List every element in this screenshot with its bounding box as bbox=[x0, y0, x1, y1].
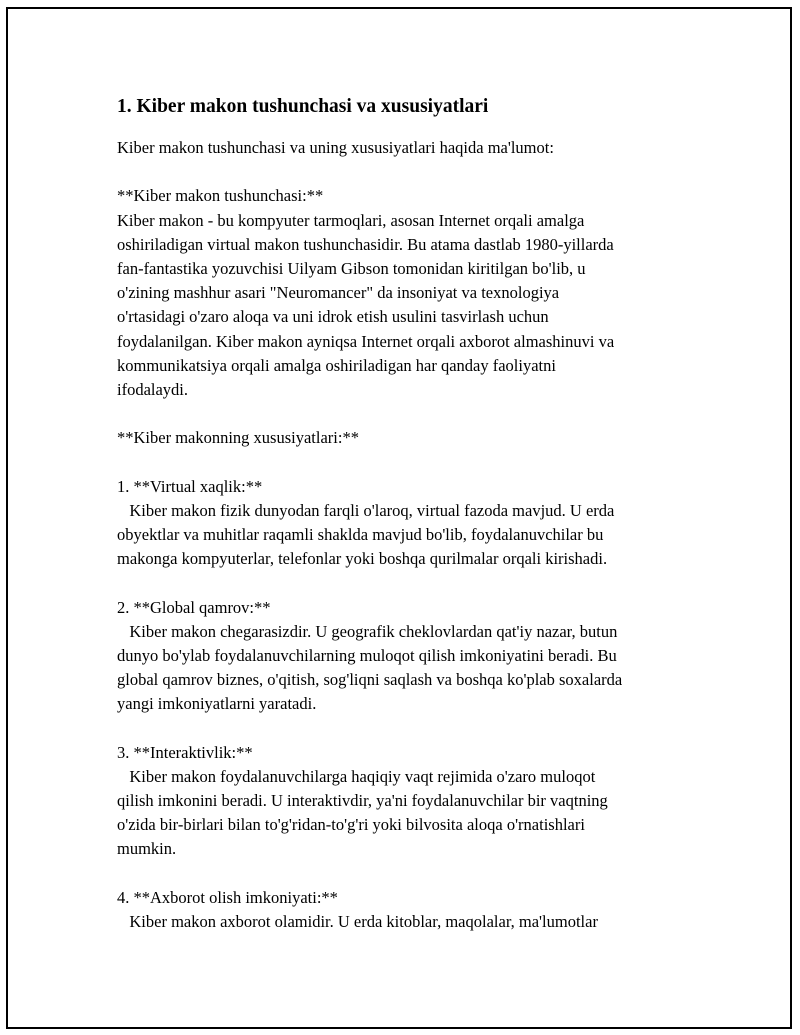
text-line: o'rtasidagi o'zaro aloqa va uni idrok etish usulini tasvirlash uchun bbox=[117, 307, 549, 327]
text-line: yangi imkoniyatlarni yaratadi. bbox=[117, 694, 317, 714]
text-line: 2. **Global qamrov:** bbox=[117, 597, 271, 617]
text-line bbox=[117, 717, 697, 741]
section-heading: 1. Kiber makon tushunchasi va xususiyatlari bbox=[117, 96, 489, 117]
text-line bbox=[117, 862, 697, 886]
text-line: o'zining mashhur asari "Neuromancer" da insoniyat va texnologiya bbox=[117, 283, 560, 303]
text-line bbox=[117, 402, 697, 426]
text-line: **Kiber makon tushunchasi:** bbox=[117, 186, 324, 206]
text-line: dunyo bo'ylab foydalanuvchilarning muloqot qilish imkoniyatini beradi. Bu bbox=[117, 645, 617, 665]
text-line: 1. **Virtual xaqlik:** bbox=[117, 476, 263, 496]
text-line bbox=[117, 571, 697, 595]
text-line bbox=[117, 160, 697, 184]
text-line: Kiber makon tushunchasi va uning xususiyatlari haqida ma'lumot: bbox=[117, 138, 554, 157]
text-line: ifodalaydi. bbox=[117, 379, 189, 399]
text-line bbox=[117, 450, 697, 474]
text-line: fan-fantastika yozuvchisi Uilyam Gibson tomonidan kiritilgan bo'lib, u bbox=[117, 258, 586, 278]
text-line: Kiber makon fizik dunyodan farqli o'laroq, virtual fazoda mavjud. U erda bbox=[117, 500, 615, 520]
text-line: Kiber makon axborot olamidir. U erda kitoblar, maqolalar, ma'lumotlar bbox=[117, 912, 598, 931]
text-line: 3. **Interaktivlik:** bbox=[117, 742, 253, 762]
text-line: makonga kompyuterlar, telefonlar yoki boshqa qurilmalar orqali kirishadi. bbox=[117, 549, 608, 569]
text-line: 4. **Axborot olish imkoniyati:** bbox=[117, 887, 338, 907]
document-body bbox=[117, 136, 697, 934]
text-line: obyektlar va muhitlar raqamli shaklda mavjud bo'lib, foydalanuvchilar bu bbox=[117, 525, 604, 544]
text-line: kommunikatsiya orqali amalga oshiriladigan har qanday faoliyatni bbox=[117, 355, 556, 375]
text-line: global qamrov biznes, o'qitish, sog'liqni saqlash va boshqa ko'plab soxalarda bbox=[117, 670, 623, 690]
text-line: **Kiber makonning xususiyatlari:** bbox=[117, 428, 359, 448]
text-line: foydalanilgan. Kiber makon ayniqsa Internet orqali axborot almashinuvi va bbox=[117, 331, 615, 351]
text-line: qilish imkonini beradi. U interaktivdir, ya'ni foydalanuvchilar bir vaqtning bbox=[117, 791, 608, 811]
text-line: Kiber makon foydalanuvchilarga haqiqiy vaqt rejimida o'zaro muloqot bbox=[117, 766, 596, 786]
text-line: mumkin. bbox=[117, 839, 177, 859]
text-line: o'zida bir-birlari bilan to'g'ridan-to'g'ri yoki bilvosita aloqa o'rnatishlari bbox=[117, 815, 585, 835]
text-line: oshiriladigan virtual makon tushunchasidir. Bu atama dastlab 1980-yillarda bbox=[117, 234, 614, 254]
document-content bbox=[117, 94, 697, 934]
text-line: Kiber makon - bu kompyuter tarmoqlari, asosan Internet orqali amalga bbox=[117, 210, 585, 230]
text-line: Kiber makon chegarasizdir. U geografik cheklovlardan qat'iy nazar, butun bbox=[117, 621, 618, 641]
